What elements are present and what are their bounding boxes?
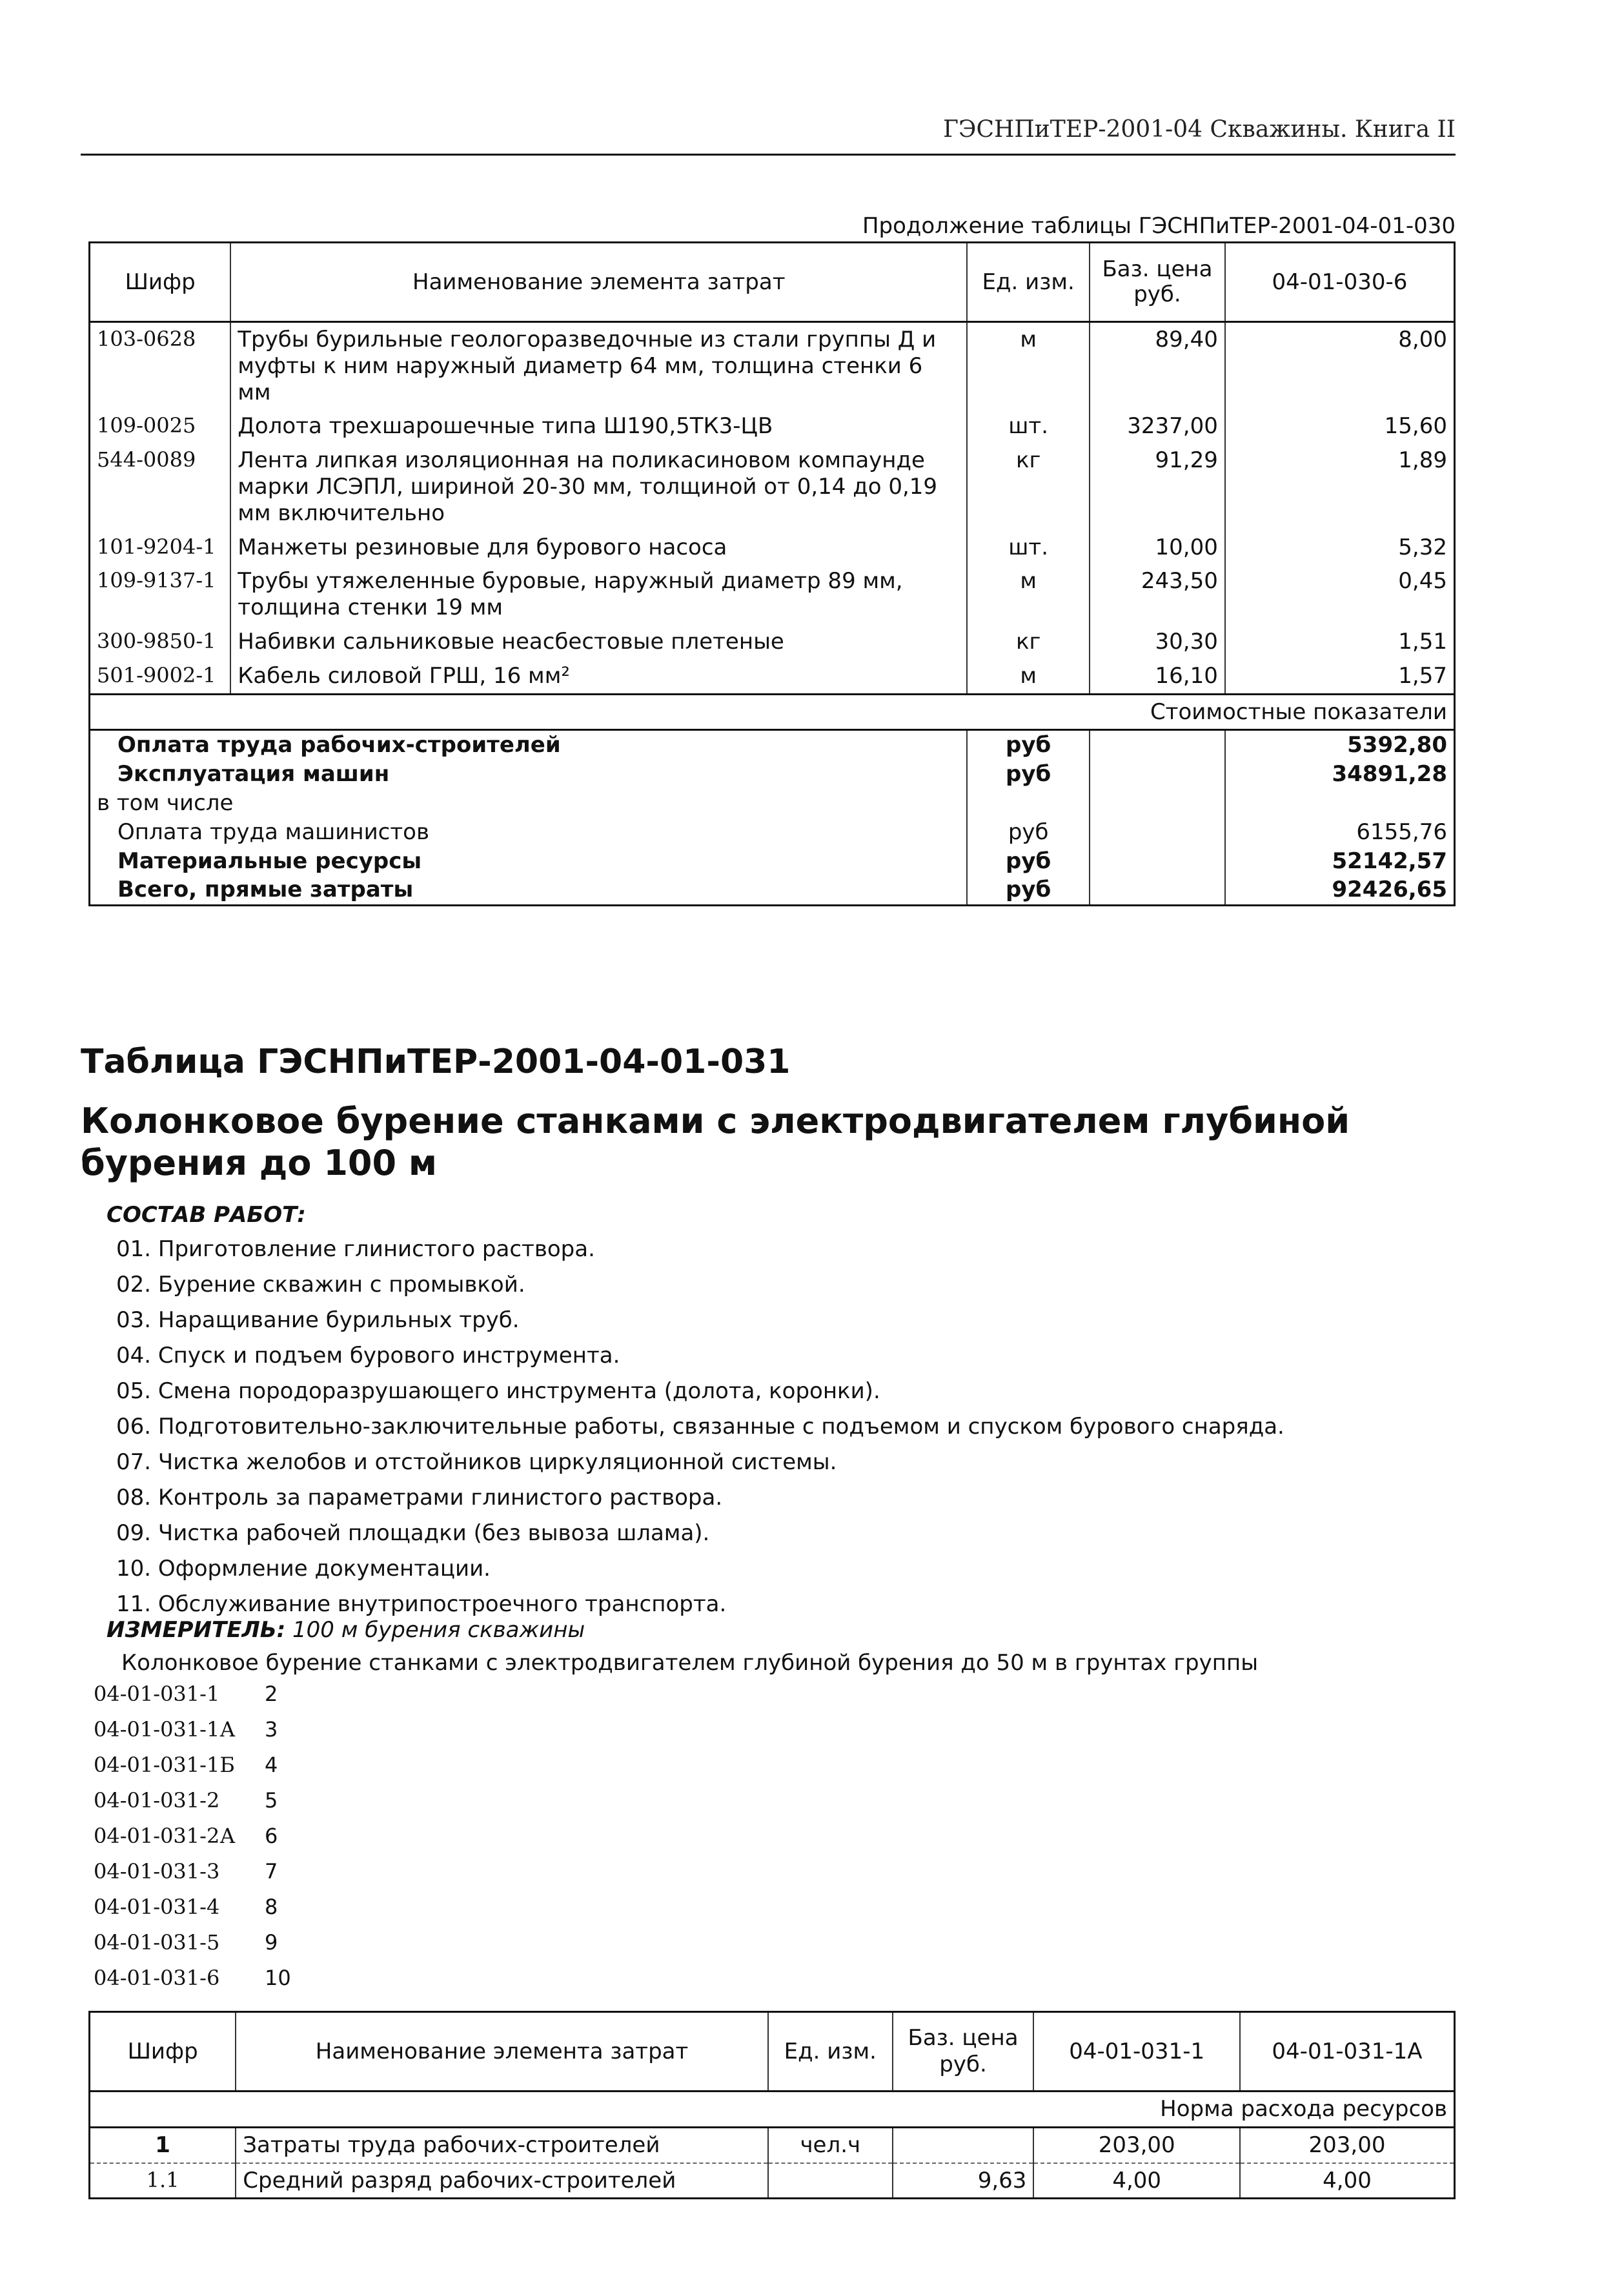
row-price: 3237,00 (1090, 409, 1225, 443)
row-unit: кг (967, 625, 1090, 659)
col-header-value: 04-01-030-6 (1225, 243, 1455, 322)
col-header-name: Наименование элемента затрат (236, 2012, 768, 2092)
table-header-row (90, 2012, 1455, 2092)
list-item: 04. Спуск и подъем бурового инструмента. (116, 1343, 620, 1369)
summary-price (1090, 847, 1225, 876)
norm-label: Норма расхода ресурсов (90, 2092, 1455, 2128)
summary-label: Всего, прямые затраты (117, 877, 414, 903)
table-row (90, 409, 1455, 443)
codes-intro: Колонковое бурение станками с электродвигателем глубиной бурения до 50 м в грунтах группы (121, 1650, 1259, 1676)
section-title: Колонковое бурение станками с электродвигателем глубиной бурения до 100 м (81, 1101, 1350, 1183)
row-value-1: 203,00 (1033, 2127, 1240, 2163)
row-code: 101-9204-1 (90, 531, 231, 565)
row-code: 103-0628 (90, 322, 231, 410)
item-code: 04-01-031-1А (94, 1717, 236, 1742)
row-price: 9,63 (893, 2163, 1034, 2199)
item-group: 6 (265, 1824, 278, 1848)
summary-value: 5392,80 (1225, 730, 1455, 760)
row-value: 5,32 (1225, 531, 1455, 565)
continuation-label: Продолжение таблицы ГЭСНПиТЕР-2001-04-01-030 (862, 213, 1456, 239)
col-header-price: Баз. цена руб. (1090, 243, 1225, 322)
row-unit: м (967, 322, 1090, 410)
item-code: 04-01-031-2А (94, 1824, 236, 1848)
row-name: Затраты труда рабочих-строителей (236, 2127, 768, 2163)
col-header-value-1: 04-01-031-1 (1033, 2012, 1240, 2092)
summary-unit: руб (967, 730, 1090, 760)
list-item: 06. Подготовительно-заключительные работы, связанные с подъемом и спуском бурового снаряда. (116, 1414, 1284, 1440)
summary-price (1090, 789, 1225, 818)
resources-table-031 (88, 2011, 1456, 2199)
row-code: 109-9137-1 (90, 564, 231, 625)
summary-value: 92426,65 (1225, 875, 1455, 905)
table-row (90, 531, 1455, 565)
row-value-2: 4,00 (1240, 2163, 1455, 2199)
row-unit (768, 2163, 893, 2199)
cost-indicators-row (90, 694, 1455, 730)
row-value: 8,00 (1225, 322, 1455, 410)
item-code: 04-01-031-6 (94, 1966, 220, 1990)
row-name: Манжеты резиновые для бурового насоса (230, 531, 967, 565)
summary-unit (967, 789, 1090, 818)
row-value: 1,57 (1225, 659, 1455, 694)
col-header-unit: Ед. изм. (768, 2012, 893, 2092)
table-row (90, 322, 1455, 410)
list-item (94, 1788, 303, 1824)
row-value: 0,45 (1225, 564, 1455, 625)
summary-label: в том числе (97, 789, 234, 816)
item-group: 4 (265, 1753, 278, 1777)
row-value-2: 203,00 (1240, 2127, 1455, 2163)
summary-row (90, 760, 1455, 789)
summary-unit: руб (967, 818, 1090, 847)
table-row (90, 2127, 1455, 2163)
row-price: 30,30 (1090, 625, 1225, 659)
summary-value: 52142,57 (1225, 847, 1455, 876)
cost-indicators-label: Стоимостные показатели (90, 694, 1455, 730)
summary-value: 6155,76 (1225, 818, 1455, 847)
summary-label: Эксплуатация машин (117, 761, 390, 788)
row-value-1: 4,00 (1033, 2163, 1240, 2199)
item-group: 2 (265, 1682, 278, 1706)
row-unit: м (967, 564, 1090, 625)
row-unit: чел.ч (768, 2127, 893, 2163)
list-item (94, 1966, 303, 2001)
row-name: Долота трехшарошечные типа Ш190,5ТК3-ЦВ (230, 409, 967, 443)
summary-unit: руб (967, 760, 1090, 789)
row-code: 501-9002-1 (90, 659, 231, 694)
row-unit: кг (967, 443, 1090, 530)
measure-label: ИЗМЕРИТЕЛЬ: (107, 1617, 286, 1643)
item-group: 8 (265, 1895, 278, 1919)
list-item: 03. Наращивание бурильных труб. (116, 1307, 520, 1333)
row-name: Трубы утяжеленные буровые, наружный диаметр 89 мм, толщина стенки 19 мм (230, 564, 967, 625)
summary-unit: руб (967, 875, 1090, 905)
item-group: 3 (265, 1717, 278, 1742)
row-unit: шт. (967, 409, 1090, 443)
header-divider (81, 154, 1456, 156)
summary-row (90, 875, 1455, 905)
summary-label: Оплата труда машинистов (117, 819, 430, 845)
list-item (94, 1682, 303, 1717)
row-price: 89,40 (1090, 322, 1225, 410)
col-header-unit: Ед. изм. (967, 243, 1090, 322)
table-row (90, 564, 1455, 625)
running-header: ГЭСНПиТЕР-2001-04 Скважины. Книга II (943, 116, 1456, 143)
item-group: 5 (265, 1788, 278, 1813)
list-item (94, 1895, 303, 1930)
list-item: 10. Оформление документации. (116, 1556, 491, 1582)
row-price (893, 2127, 1034, 2163)
code-group-list (94, 1682, 303, 2001)
list-item: 11. Обслуживание внутрипостроечного транспорта. (116, 1591, 727, 1617)
summary-value (1225, 789, 1455, 818)
item-code: 04-01-031-4 (94, 1895, 220, 1919)
row-price: 91,29 (1090, 443, 1225, 530)
item-code: 04-01-031-5 (94, 1930, 220, 1955)
work-composition-label: СОСТАВ РАБОТ: (107, 1202, 306, 1228)
row-value: 15,60 (1225, 409, 1455, 443)
row-value: 1,51 (1225, 625, 1455, 659)
list-item (94, 1824, 303, 1859)
col-header-code: Шифр (90, 2012, 236, 2092)
summary-price (1090, 818, 1225, 847)
row-name: Трубы бурильные геологоразведочные из стали группы Д и муфты к ним наружный диаметр 64 мм, толщина стенки 6 мм (230, 322, 967, 410)
col-header-price: Баз. цена руб. (893, 2012, 1034, 2092)
row-price: 243,50 (1090, 564, 1225, 625)
item-code: 04-01-031-2 (94, 1788, 220, 1813)
summary-unit: руб (967, 847, 1090, 876)
summary-row (90, 789, 1455, 818)
list-item: 08. Контроль за параметрами глинистого раствора. (116, 1485, 723, 1511)
row-code: 300-9850-1 (90, 625, 231, 659)
list-item (94, 1930, 303, 1966)
measure-line (107, 1617, 585, 1643)
list-item: 07. Чистка желобов и отстойников циркуляционной системы. (116, 1449, 837, 1475)
item-code: 04-01-031-3 (94, 1859, 220, 1884)
measure-value: 100 м бурения скважины (292, 1617, 585, 1643)
list-item (94, 1753, 303, 1788)
row-unit: м (967, 659, 1090, 694)
table-row (90, 2163, 1455, 2199)
summary-price (1090, 730, 1225, 760)
summary-label: Материальные ресурсы (117, 848, 422, 874)
summary-value: 34891,28 (1225, 760, 1455, 789)
row-name: Набивки сальниковые неасбестовые плетеные (230, 625, 967, 659)
item-code: 04-01-031-1 (94, 1682, 220, 1706)
item-group: 10 (265, 1966, 291, 1990)
summary-price (1090, 760, 1225, 789)
item-code: 04-01-031-1Б (94, 1753, 235, 1777)
item-group: 9 (265, 1930, 278, 1955)
summary-row (90, 847, 1455, 876)
table-row (90, 659, 1455, 694)
row-value: 1,89 (1225, 443, 1455, 530)
row-code: 1.1 (90, 2163, 236, 2199)
summary-row (90, 818, 1455, 847)
norm-label-row (90, 2092, 1455, 2128)
summary-label: Оплата труда рабочих-строителей (117, 732, 561, 758)
row-name: Кабель силовой ГРШ, 16 мм² (230, 659, 967, 694)
summary-row (90, 730, 1455, 760)
list-item: 05. Смена породоразрушающего инструмента (долота, коронки). (116, 1378, 880, 1404)
list-item: 09. Чистка рабочей площадки (без вывоза шлама). (116, 1520, 710, 1546)
list-item (94, 1717, 303, 1753)
row-code: 544-0089 (90, 443, 231, 530)
item-group: 7 (265, 1859, 278, 1884)
col-header-name: Наименование элемента затрат (230, 243, 967, 322)
resources-table-030 (88, 241, 1456, 906)
list-item (94, 1859, 303, 1895)
list-item: 01. Приготовление глинистого раствора. (116, 1236, 595, 1262)
table-row (90, 443, 1455, 530)
col-header-value-2: 04-01-031-1А (1240, 2012, 1455, 2092)
row-name: Средний разряд рабочих-строителей (236, 2163, 768, 2199)
work-list (116, 1236, 1284, 1627)
table-row (90, 625, 1455, 659)
row-code: 1 (90, 2127, 236, 2163)
row-price: 16,10 (1090, 659, 1225, 694)
row-price: 10,00 (1090, 531, 1225, 565)
col-header-code: Шифр (90, 243, 231, 322)
row-name: Лента липкая изоляционная на поликасиновом компаунде марки ЛСЭПЛ, шириной 20-30 мм, толщиной от 0,14 до 0,19 мм включительно (230, 443, 967, 530)
list-item: 02. Бурение скважин с промывкой. (116, 1272, 525, 1298)
summary-price (1090, 875, 1225, 905)
table-header-row (90, 243, 1455, 322)
row-unit: шт. (967, 531, 1090, 565)
table-title: Таблица ГЭСНПиТЕР-2001-04-01-031 (81, 1043, 791, 1081)
row-code: 109-0025 (90, 409, 231, 443)
